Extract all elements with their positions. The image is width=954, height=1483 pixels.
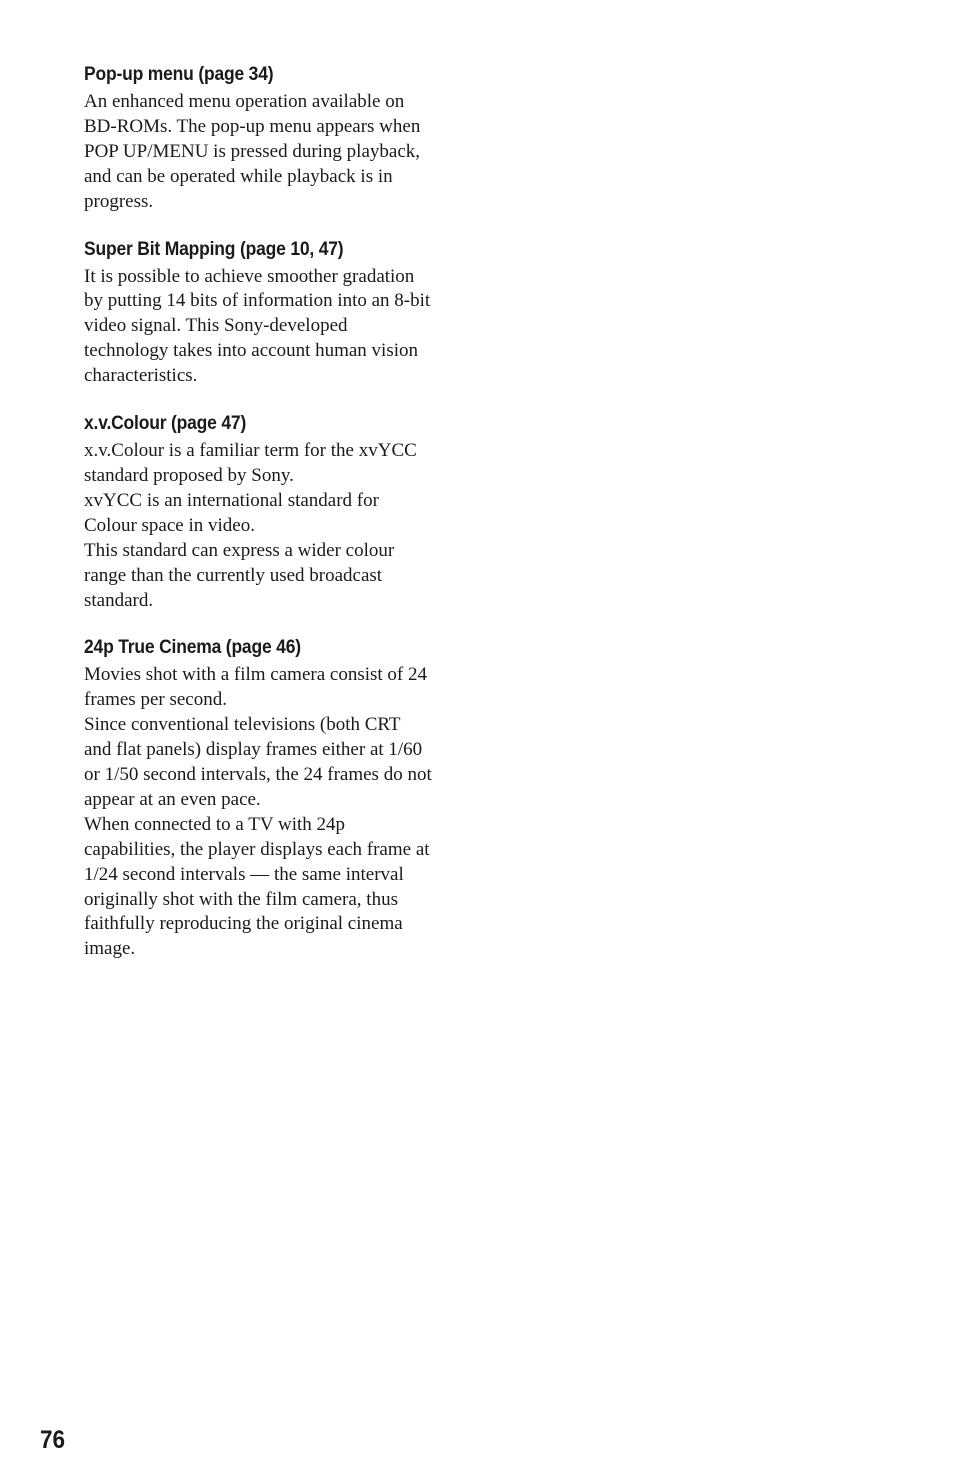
glossary-entry-24p-true-cinema (84, 635, 474, 962)
glossary-entry-super-bit-mapping (84, 237, 474, 390)
entry-paragraph: When connected to a TV with 24p capabilities, the player displays each frame at 1/24 second intervals — the same interval originally shot with the film camera, thus faithfully reproducing the original cinema image. (84, 813, 430, 960)
entry-heading: 24p True Cinema (page 46) (84, 637, 301, 659)
entry-paragraph: An enhanced menu operation available on BD-ROMs. The pop-up menu appears when POP UP/MENU is pressed during playback, and can be operated while playback is in progress. (84, 91, 421, 212)
entry-paragraph: xvYCC is an international standard for Colour space in video. (84, 489, 379, 536)
entry-paragraph: Movies shot with a film camera consist of 24 frames per second. (84, 664, 427, 711)
entry-paragraph: x.v.Colour is a familiar term for the xvYCC standard proposed by Sony. (84, 440, 417, 486)
entry-paragraph: Since conventional televisions (both CRT and flat panels) display frames either at 1/60 or 1/50 second intervals, the 24 frames do not appear at an even pace. (84, 714, 432, 810)
entry-paragraph: This standard can express a wider colour range than the currently used broadcast standard. (84, 539, 395, 611)
page-number: 76 (40, 1426, 66, 1454)
entry-heading: Super Bit Mapping (page 10, 47) (84, 238, 344, 260)
entry-heading: x.v.Colour (page 47) (84, 413, 247, 435)
entry-heading: Pop-up menu (page 34) (84, 64, 274, 85)
glossary-entry-xv-colour (84, 411, 474, 613)
glossary-entry-popup-menu (84, 62, 474, 215)
glossary-column (84, 62, 474, 984)
entry-paragraph: It is possible to achieve smoother gradation by putting 14 bits of information into an 8-bit video signal. This Sony-developed technology takes into account human vision characteristics. (84, 265, 431, 387)
